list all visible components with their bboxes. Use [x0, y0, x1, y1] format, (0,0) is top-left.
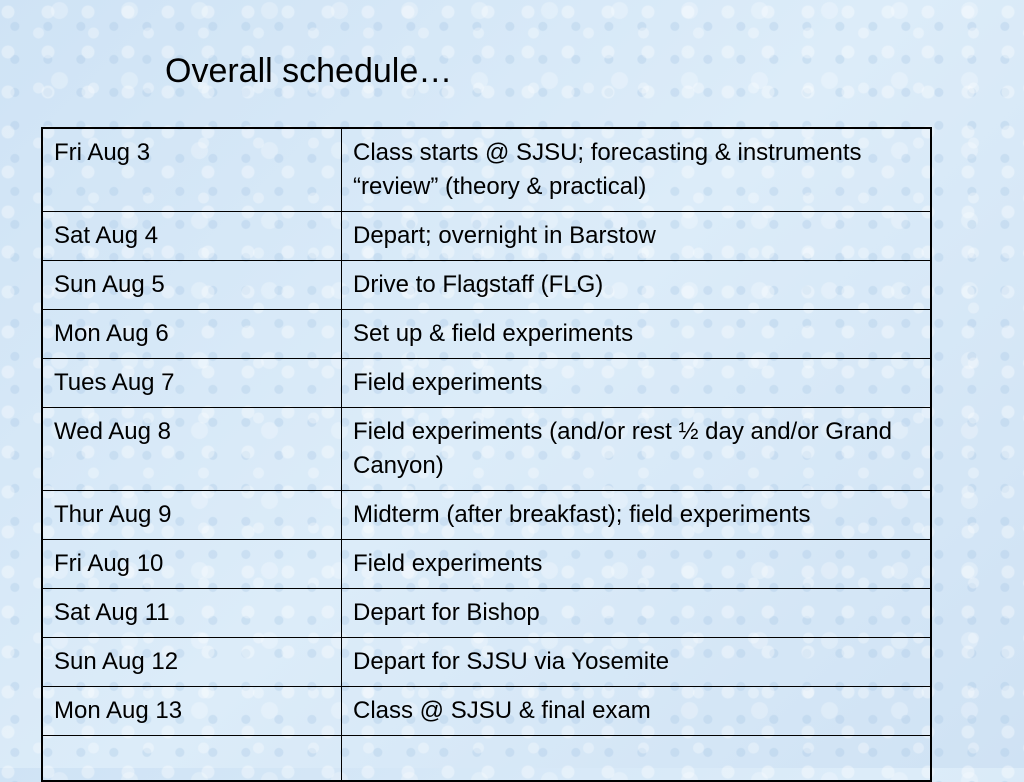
activity-cell: [342, 736, 932, 782]
date-cell: Sun Aug 12: [42, 638, 342, 687]
schedule-table: [41, 127, 932, 782]
date-cell: Wed Aug 8: [42, 408, 342, 491]
table-row-empty: [42, 736, 931, 782]
date-cell: [42, 736, 342, 782]
date-cell: Sun Aug 5: [42, 261, 342, 310]
table-row: [42, 638, 931, 687]
activity-cell: Depart for SJSU via Yosemite: [342, 638, 932, 687]
table-row: [42, 261, 931, 310]
date-cell: Tues Aug 7: [42, 359, 342, 408]
activity-cell: Class @ SJSU & final exam: [342, 687, 932, 736]
table-row: [42, 128, 931, 212]
activity-cell: Field experiments: [342, 359, 932, 408]
date-cell: Thur Aug 9: [42, 491, 342, 540]
activity-cell: Depart; overnight in Barstow: [342, 212, 932, 261]
date-cell: Mon Aug 13: [42, 687, 342, 736]
date-cell: Sat Aug 4: [42, 212, 342, 261]
activity-cell: Field experiments: [342, 540, 932, 589]
activity-cell: Drive to Flagstaff (FLG): [342, 261, 932, 310]
table-row: [42, 212, 931, 261]
table-row: [42, 310, 931, 359]
table-row: [42, 589, 931, 638]
table-row: [42, 359, 931, 408]
table-row: [42, 408, 931, 491]
activity-cell: Field experiments (and/or rest ½ day and/or Grand Canyon): [342, 408, 932, 491]
table-row: [42, 540, 931, 589]
activity-cell: Class starts @ SJSU; forecasting & instruments “review” (theory & practical): [342, 128, 932, 212]
date-cell: Fri Aug 10: [42, 540, 342, 589]
table-row: [42, 491, 931, 540]
date-cell: Sat Aug 11: [42, 589, 342, 638]
date-cell: Fri Aug 3: [42, 128, 342, 212]
activity-cell: Set up & field experiments: [342, 310, 932, 359]
activity-cell: Depart for Bishop: [342, 589, 932, 638]
table-row: [42, 687, 931, 736]
slide-title: Overall schedule…: [165, 52, 453, 90]
date-cell: Mon Aug 6: [42, 310, 342, 359]
activity-cell: Midterm (after breakfast); field experiments: [342, 491, 932, 540]
